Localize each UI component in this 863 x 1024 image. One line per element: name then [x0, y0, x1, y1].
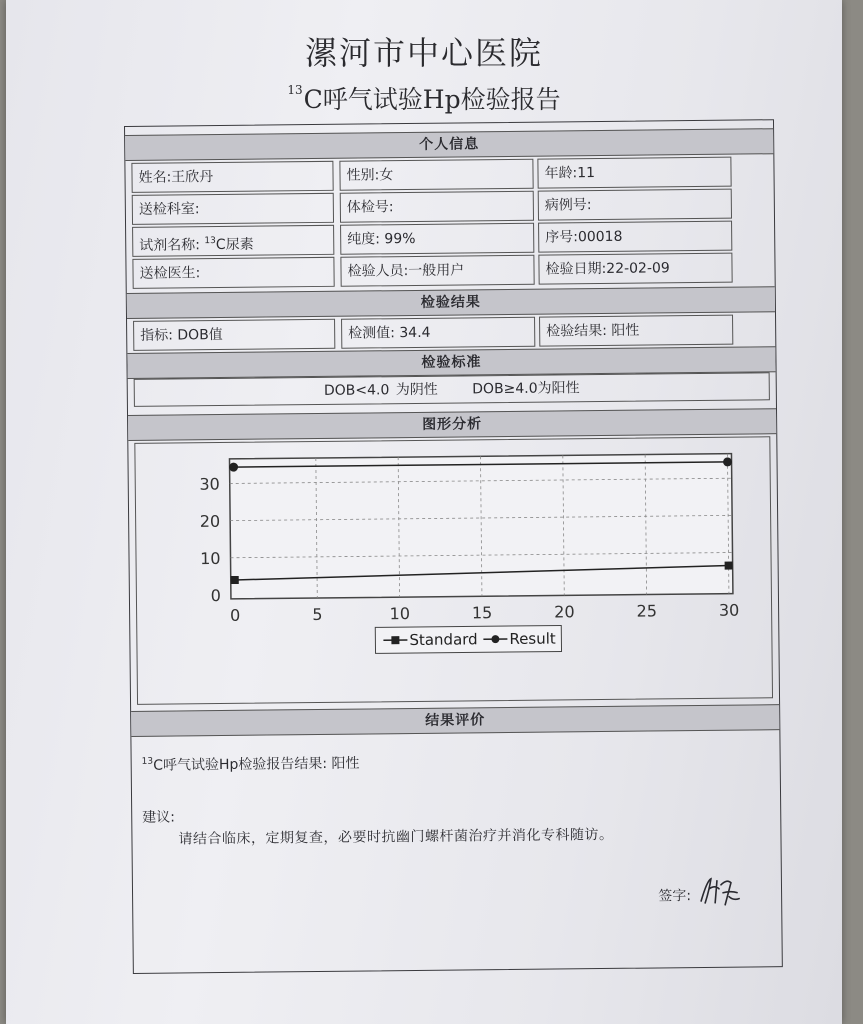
info-row-1: [131, 156, 767, 193]
section-personal-info: 个人信息: [125, 128, 773, 161]
report-title-text: C呼气试验Hp检验报告: [303, 85, 561, 114]
standard-row: [134, 372, 770, 407]
patient-age: 年龄:11: [537, 157, 731, 189]
patient-name: 姓名:王欣丹: [131, 161, 333, 193]
reagent-value: C尿素: [215, 236, 254, 254]
handwritten-signature: [697, 873, 743, 909]
point-standard: [725, 562, 733, 570]
standard-positive: DOB≥4.0为阳性: [472, 380, 580, 398]
inspection-date: 检验日期:22-02-09: [538, 253, 732, 285]
plot-area: [229, 454, 732, 599]
signature-label: 签字:: [658, 888, 692, 905]
measured-value: 检测值: 34.4: [341, 317, 535, 349]
section-evaluation: 结果评价: [131, 704, 779, 737]
inspector: 检验人员:一般用户: [340, 255, 534, 287]
standard-negative: DOB<4.0 为阴性: [323, 381, 438, 399]
reagent-name: [132, 225, 334, 257]
y-tick-label: 10: [200, 548, 221, 569]
section-test-result: 检验结果: [127, 286, 775, 319]
evaluation-summary: [142, 753, 360, 775]
x-tick-label: 10: [389, 604, 411, 624]
exam-number: 体检号:: [340, 191, 534, 223]
purity: 纯度: 99%: [340, 223, 534, 255]
chart-box: [134, 436, 773, 705]
section-test-standard: 检验标准: [127, 346, 775, 379]
result-row: [133, 314, 769, 351]
dob-chart: [135, 437, 774, 704]
x-tick-label: 5: [312, 604, 323, 625]
x-tick-label: 15: [471, 603, 493, 623]
indicator: 指标: DOB值: [133, 319, 335, 351]
legend-marker-standard: [391, 636, 399, 644]
x-tick-label: 30: [718, 600, 740, 620]
x-tick-label: 0: [229, 605, 241, 625]
info-row-3: [132, 220, 768, 257]
report-title-superscript: 13: [287, 83, 303, 97]
y-tick-label: 0: [210, 586, 222, 606]
serial-number: 序号:00018: [538, 221, 732, 253]
info-row-2: [132, 188, 768, 225]
x-tick-label: 20: [554, 602, 575, 622]
evaluation-superscript: 13: [141, 756, 154, 767]
test-result: 检验结果: 阳性: [539, 315, 733, 347]
patient-gender: 性别:女: [339, 159, 533, 191]
y-tick-label: 20: [199, 511, 221, 531]
report-frame: [124, 119, 783, 974]
department: 送检科室:: [132, 193, 334, 225]
reagent-superscript: 13: [204, 236, 216, 247]
evaluation-text: C呼气试验Hp检验报告结果: 阳性: [153, 755, 360, 774]
report-paper: [6, 0, 842, 1024]
info-row-4: [132, 252, 768, 289]
x-tick-label: 25: [636, 601, 658, 621]
referring-doctor: 送检医生:: [132, 257, 334, 289]
hospital-name: 漯河市中心医院: [304, 34, 543, 72]
advice-label: 建议:: [142, 809, 176, 826]
section-graph-analysis: 图形分析: [128, 408, 776, 441]
case-number: 病例号:: [538, 189, 732, 221]
point-standard: [231, 576, 239, 584]
report-title: [6, 80, 842, 116]
advice-text: 请结合临床，定期复查，必要时抗幽门螺杆菌治疗并消化专科随访。: [178, 826, 614, 848]
legend-label-standard: Standard: [409, 630, 478, 650]
y-tick-label: 30: [199, 474, 220, 494]
reagent-prefix: 试剂名称:: [139, 237, 205, 254]
legend-label-result: Result: [509, 629, 556, 648]
